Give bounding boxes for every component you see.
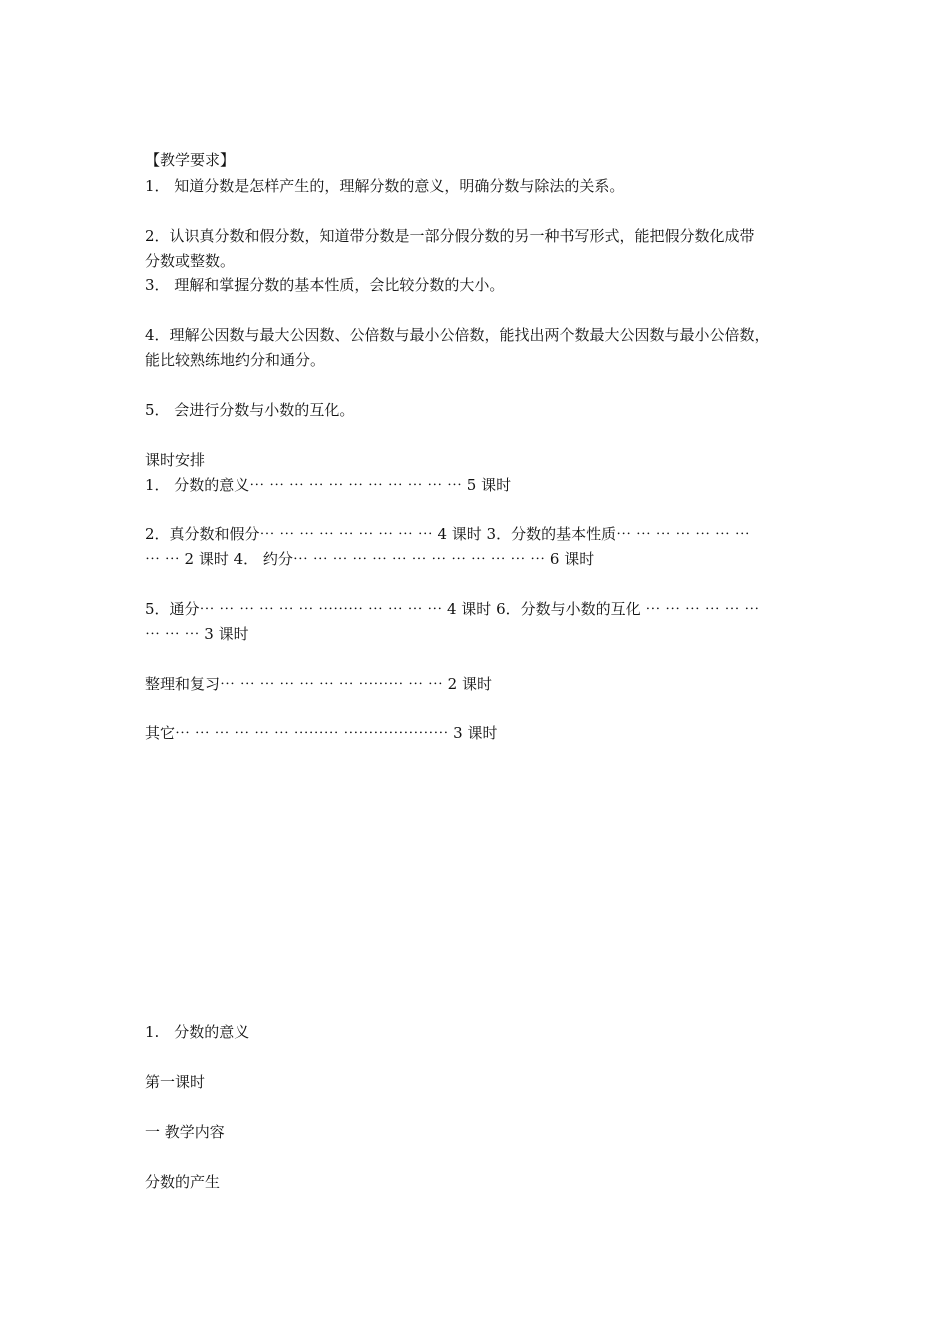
lesson-content-topic: 分数的产生 <box>145 1173 221 1191</box>
lesson-content-heading: 一 教学内容 <box>145 1123 225 1141</box>
requirement-item-2-line-1: 2．认识真分数和假分数，知道带分数是一部分假分数的另一种书写形式，能把假分数化成带 <box>145 227 755 245</box>
schedule-row-2-line-1: 2．真分数和假分⋯ ⋯ ⋯ ⋯ ⋯ ⋯ ⋯ ⋯ ⋯ 4 课时 3．分数的基本性质⋯ ⋯ ⋯ ⋯ ⋯ ⋯ ⋯ <box>145 525 750 543</box>
requirement-item-2-line-2: 分数或整数。 <box>145 252 236 270</box>
schedule-row-4: 整理和复习⋯ ⋯ ⋯ ⋯ ⋯ ⋯ ⋯ ⋯⋯⋯ ⋯ ⋯ 2 课时 <box>145 675 492 693</box>
schedule-row-3-line-1: 5．通分⋯ ⋯ ⋯ ⋯ ⋯ ⋯ ⋯⋯⋯ ⋯ ⋯ ⋯ ⋯ 4 课时 6．分数与小数的互化 ⋯ ⋯ ⋯ ⋯ ⋯ ⋯ <box>145 600 760 618</box>
schedule-row-3-line-2: ⋯ ⋯ ⋯ 3 课时 <box>145 625 249 643</box>
requirement-item-4-line-1: 4．理解公因数与最大公因数、公倍数与最小公倍数，能找出两个数最大公因数与最小公倍数， <box>145 326 770 344</box>
requirement-item-1: 1． 知道分数是怎样产生的，理解分数的意义，明确分数与除法的关系。 <box>145 177 625 195</box>
requirement-item-5: 5． 会进行分数与小数的互化。 <box>145 401 355 419</box>
requirement-item-3: 3． 理解和掌握分数的基本性质，会比较分数的大小。 <box>145 276 505 294</box>
requirements-heading: 【教学要求】 <box>145 151 236 169</box>
schedule-row-2-line-2: ⋯ ⋯ 2 课时 4． 约分⋯ ⋯ ⋯ ⋯ ⋯ ⋯ ⋯ ⋯ ⋯ ⋯ ⋯ ⋯ ⋯ 6 课时 <box>145 550 595 568</box>
lesson-period: 第一课时 <box>145 1073 206 1091</box>
requirement-item-4-line-2: 能比较熟练地约分和通分。 <box>145 351 326 369</box>
lesson-section-title: 1. 分数的意义 <box>145 1023 250 1041</box>
schedule-row-5: 其它⋯ ⋯ ⋯ ⋯ ⋯ ⋯ ⋯⋯⋯ ⋯⋯⋯⋯⋯⋯⋯ 3 课时 <box>145 724 498 742</box>
schedule-heading: 课时安排 <box>145 451 206 469</box>
schedule-row-1: 1． 分数的意义⋯ ⋯ ⋯ ⋯ ⋯ ⋯ ⋯ ⋯ ⋯ ⋯ ⋯ 5 课时 <box>145 476 512 494</box>
